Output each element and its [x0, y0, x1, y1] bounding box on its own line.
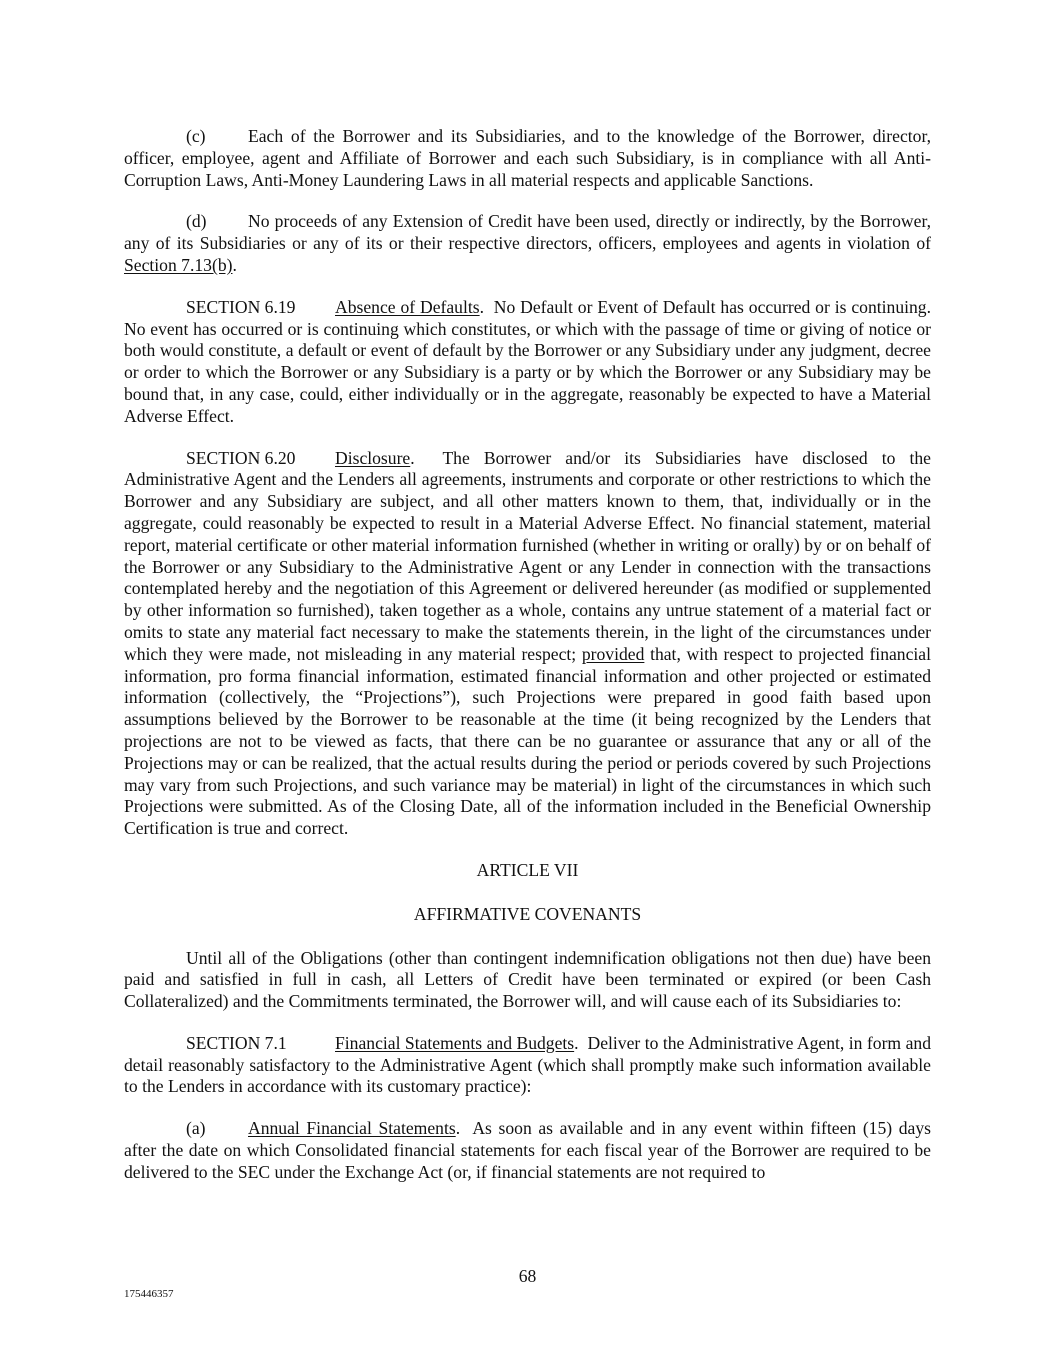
provided-term: provided [581, 643, 645, 664]
paragraph-c-label: (c) [186, 126, 206, 146]
paragraph-c-text: Each of the Borrower and its Subsidiaries, and to the knowledge of the Borrower, director, officer, employee, agent and Affiliate of Borrower and each such Subsidiary, is in compliance with all Anti-Corruption Laws, Anti-Money Laundering Laws in all material respects and applicable Sanctions. [124, 126, 931, 190]
paragraph-a-label: (a) [186, 1118, 206, 1139]
document-body [124, 126, 931, 1204]
section-6-20-title: Disclosure [335, 447, 411, 468]
article-number: ARTICLE VII [476, 859, 579, 880]
section-7-1 [124, 1033, 931, 1098]
section-6-19-text: No Default or Event of Default has occurred or is continuing. No event has occurred or is continuing which constitutes, or which with the passage of time or giving of notice or both would constitute, a default or event of default by the Borrower or any Subsidiary under any judgment, decree or order to which the Borrower or any Subsidiary is a party or by which the Borrower or any Subsidiary may be bound that, in any case, could, either individually or in the aggregate, reasonably be expected to have a Material Adverse Effect. [124, 296, 931, 426]
paragraph-a-title: Annual Financial Statements [248, 1118, 456, 1139]
section-7-1-number: SECTION 7.1 [186, 1032, 287, 1053]
paragraph-d-text: No proceeds of any Extension of Credit have been used, directly or indirectly, by the Borrower, any of its Subsidiaries or any of its or their respective directors, officers, employees and agents in violation of [124, 211, 931, 254]
section-7-1-title-end: . [574, 1032, 579, 1053]
paragraph-d-end: . [232, 254, 237, 275]
section-6-19-title: Absence of Defaults [335, 296, 480, 317]
paragraph-d [124, 211, 931, 276]
section-6-19-number: SECTION 6.19 [186, 296, 296, 317]
document-id: 175446357 [124, 1288, 174, 1300]
section-7-1-text: Deliver to the Administrative Agent, in form and detail reasonably satisfactory to the Administrative Agent (which shall promptly make such information available to the Lenders in accordance with its customary practice): [124, 1032, 931, 1097]
paragraph-a-title-end: . [455, 1118, 461, 1139]
section-6-20-text-b: that, with respect to projected financial information, pro forma financial information, estimated financial information and other projected or estimated information (collectively, the “Projections”), such Projections were prepared in good faith based upon assumptions believed by the Borrower to be reasonable at the time (it being recognized by the Lenders that projections are not to be viewed as facts, that there can be no guarantee or assurance that any or all of the Projections may or can be realized, that the actual results during the period or periods covered by such Projections may vary from such Projections, and such variance may be material) in light of the circumstances in which such Projections were submitted. As of the Closing Date, all of the information included in the Beneficial Ownership Certification is true and correct. [124, 643, 931, 839]
section-6-19-title-end: . [479, 296, 485, 317]
section-reference-link: Section 7.13(b) [124, 254, 233, 275]
paragraph-a [124, 1118, 931, 1183]
article-title: AFFIRMATIVE COVENANTS [413, 903, 642, 924]
paragraph-d-label: (d) [186, 211, 207, 232]
section-7-1-title: Financial Statements and Budgets [335, 1032, 575, 1053]
paragraph-c [124, 126, 931, 191]
section-6-20 [124, 448, 931, 840]
article-intro: Until all of the Obligations (other than contingent indemnification obligations not then due) have been paid and satisfied in full in cash, all Letters of Credit have been terminated or expired (or been Cash Collateralized) and the Commitments terminated, the Borrower will, and will cause each of its Subsidiaries to: [124, 947, 931, 1012]
section-6-20-title-end: . [410, 447, 415, 468]
section-6-20-text-a: The Borrower and/or its Subsidiaries have disclosed to the Administrative Agent and the Lenders all agreements, instruments and corporate or other restrictions to which the Borrower and any Subsidiary are subject, and all other matters known to them, that, individually or in the aggregate, could reasonably be expected to result in a Material Adverse Effect. No financial statement, material report, material certificate or other material information furnished (whether in writing or orally) by or on behalf of the Borrower or any Subsidiary to the Administrative Agent or any Lender in connection with the transactions contemplated hereby and the negotiation of this Agreement or delivered hereunder (as modified or supplemented by other information so furnished), taken together as a whole, contains any untrue statement of a material fact or omits to state any material fact necessary to make the statements therein, in the light of the circumstances under which they were made, not misleading in any material respect; [124, 447, 931, 664]
section-6-20-number: SECTION 6.20 [186, 447, 296, 468]
paragraph-a-text: As soon as available and in any event within fifteen (15) days after the date on which Consolidated financial statements for each fiscal year of the Borrower are required to be delivered to the SEC under the Exchange Act (or, if financial statements are not required to [124, 1118, 931, 1182]
section-6-19 [124, 297, 931, 428]
page-number: 68 [518, 1266, 537, 1286]
